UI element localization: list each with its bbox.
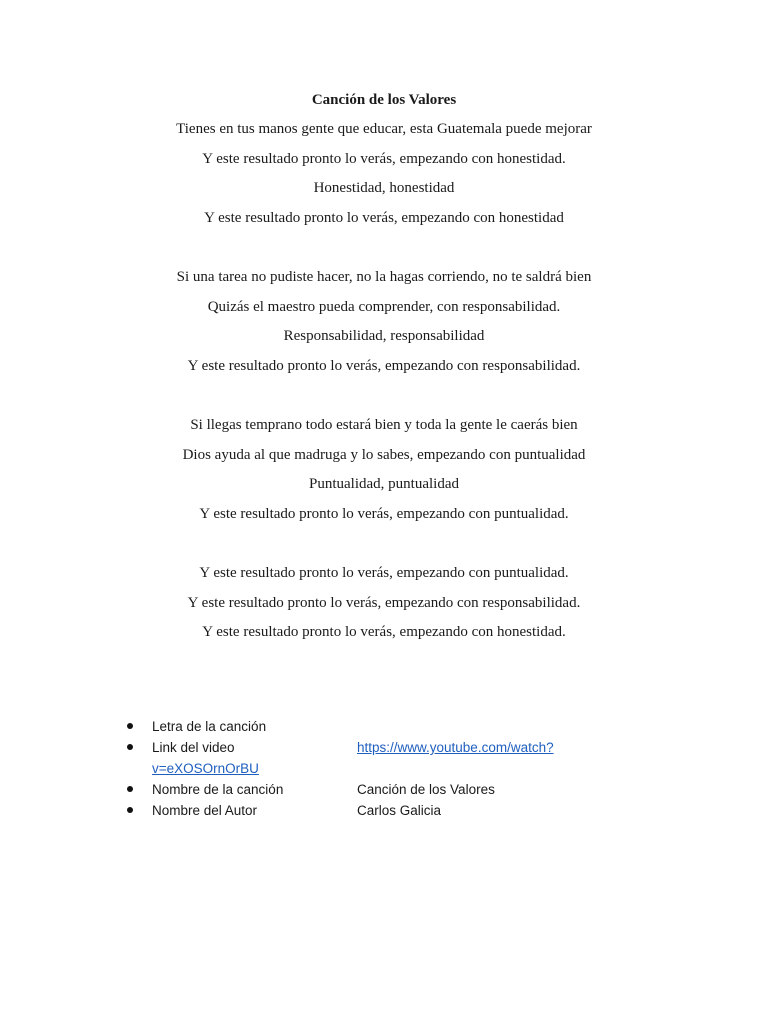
list-item-lyrics (0, 716, 768, 737)
song-info-list (0, 716, 768, 821)
bullet-icon (127, 744, 133, 750)
stanza-spacer (0, 235, 768, 265)
list-item-song-name (0, 779, 768, 800)
stanza-4 (0, 561, 768, 650)
author-value: Carlos Galicia (357, 803, 442, 818)
lyrics-label: Letra de la canción (152, 719, 267, 734)
lyric-line: Si llegas temprano todo estará bien y toda la gente le caerás bien (190, 416, 578, 433)
lyric-line: Y este resultado pronto lo verás, empezando con puntualidad. (199, 564, 569, 581)
bullet-icon (127, 807, 133, 813)
video-link-continuation[interactable]: v=eXOSOrnOrBU (152, 761, 259, 776)
author-label: Nombre del Autor (152, 803, 258, 818)
stanza-3 (0, 413, 768, 531)
video-label: Link del video (152, 740, 235, 755)
lyric-line: Si una tarea no pudiste hacer, no la hagas corriendo, no te saldrá bien (176, 268, 592, 285)
song-lyrics (0, 88, 768, 650)
lyric-line: Y este resultado pronto lo verás, empezando con honestidad. (202, 624, 566, 641)
song-name-value: Canción de los Valores (357, 782, 495, 797)
lyric-line: Honestidad, honestidad (313, 180, 455, 197)
video-link[interactable]: https://www.youtube.com/watch? (357, 740, 554, 755)
song-title: Canción de los Valores (311, 92, 457, 108)
song-name-label: Nombre de la canción (152, 782, 284, 797)
bullet-icon (127, 723, 133, 729)
stanza-2 (0, 265, 768, 383)
lyric-line: Y este resultado pronto lo verás, empezando con responsabilidad. (187, 357, 581, 374)
bullet-icon (127, 786, 133, 792)
lyric-line: Y este resultado pronto lo verás, empezando con responsabilidad. (187, 594, 581, 611)
stanza-1 (0, 117, 768, 235)
lyric-line: Tienes en tus manos gente que educar, esta Guatemala puede mejorar (176, 121, 592, 137)
stanza-spacer (0, 531, 768, 561)
list-item-author (0, 800, 768, 821)
lyric-line: Quizás el maestro pueda comprender, con responsabilidad. (207, 298, 561, 315)
stanza-spacer (0, 383, 768, 413)
lyric-line: Y este resultado pronto lo verás, empezando con honestidad (204, 209, 564, 226)
lyric-line: Puntualidad, puntualidad (309, 476, 459, 493)
lyric-line: Y este resultado pronto lo verás, empezando con puntualidad. (199, 505, 569, 522)
lyric-line: Dios ayuda al que madruga y lo sabes, empezando con puntualidad (182, 446, 586, 463)
list-item-video (0, 737, 768, 779)
lyric-line: Y este resultado pronto lo verás, empezando con honestidad. (202, 150, 566, 167)
lyric-line: Responsabilidad, responsabilidad (283, 328, 485, 345)
